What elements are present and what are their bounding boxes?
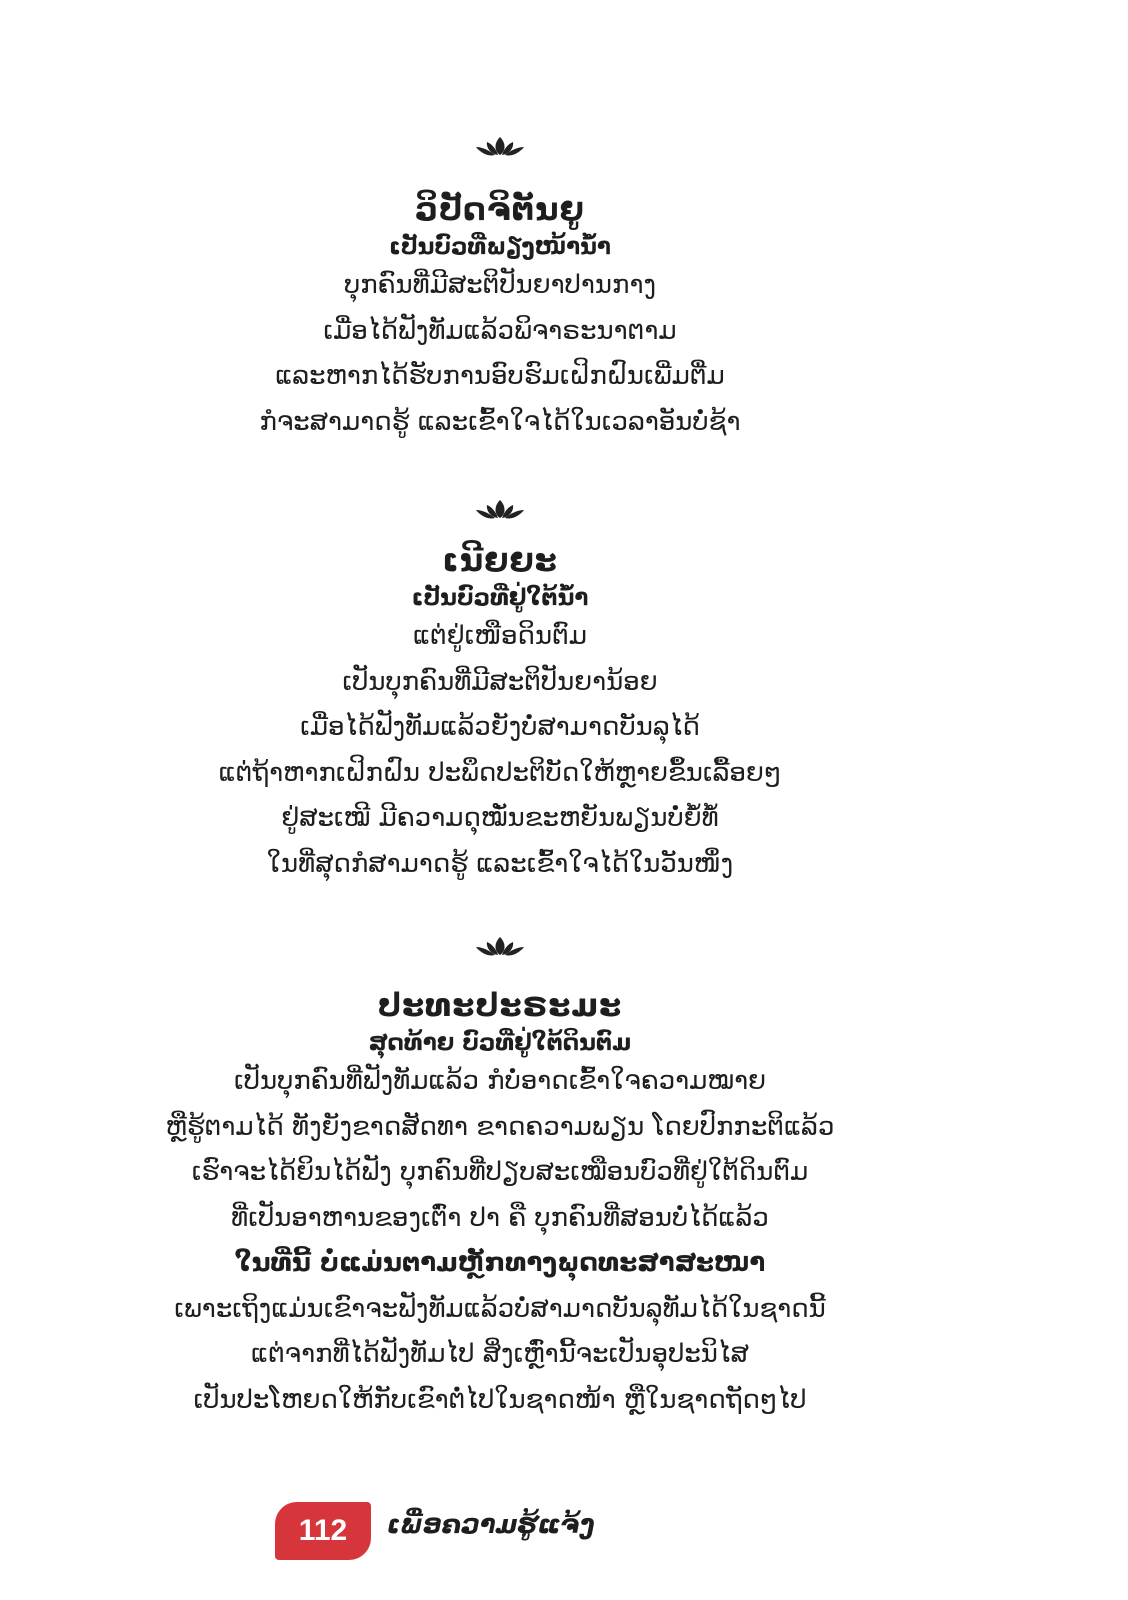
text-line: ເພາະເຖິງແມ່ນເຂົາຈະຟັງທັມແລ້ວບໍ່ສາມາດບັນລຸທັມໄດ້ໃນຊາດນີ້ — [174, 1293, 826, 1324]
text-line: ແລະຫາກໄດ້ຮັບການອົບຮົມເຝິກຝົນເພີ່ມຕື່ມ — [275, 361, 725, 391]
section-subtitle: ເປັນບົວທີ່ຢູ່ໃຕ້ນ້ຳ — [411, 585, 589, 611]
text-line: ບຸກຄົນທີ່ມີສະຕິປັນຍາປານກາງ — [343, 270, 657, 300]
page-number-badge: 112 — [275, 1502, 371, 1560]
page-footer — [275, 1502, 695, 1560]
section-padaparama — [0, 935, 1000, 1423]
section-neyya — [0, 498, 1000, 887]
text-line: ຢູ່ສະເໝີ ມີຄວາມດຸໝັ່ນຂະຫຍັນພຽນບໍ່ຍໍ້ທໍ້ — [281, 803, 719, 833]
lotus-ornament-icon — [474, 135, 526, 157]
text-line: ກໍຈະສາມາດຮູ້ ແລະເຂົ້າໃຈໄດ້ໃນເວລາອັນບໍ່ຊ້າ — [259, 406, 741, 437]
text-line: ແຕ່ຈາກທີ່ໄດ້ຟັງທັມໄປ ສິ່ງເຫຼົ່ານີ້ຈະເປັນອຸປະນິໄສ — [251, 1339, 749, 1369]
lotus-ornament-icon — [474, 935, 526, 957]
section-vipacitannu — [0, 135, 1000, 445]
text-line: ເປັນປະໂຫຍດໃຫ້ກັບເຂົາຕໍ່ໄປໃນຊາດໜ້າ ຫຼືໃນຊາດຖັດໆໄປ — [193, 1384, 807, 1415]
text-line: ຫຼືຮູ້ຕາມໄດ້ ທັງຍັງຂາດສັດທາ ຂາດຄວາມພຽນ ໂດຍປົກກະຕິແລ້ວ — [165, 1111, 835, 1142]
section-title: ເນີຍຍະ — [442, 541, 558, 579]
section-title: ວິປັດຈິຕັນຍູ — [415, 190, 585, 228]
section-title: ປະທະປະຣະມະ — [377, 986, 623, 1024]
text-line: ໃນທີ່ນີ້ ບໍ່ແມ່ນຕາມຫຼັກທາງພຸດທະສາສະໜາ — [234, 1248, 766, 1278]
text-line: ເຮົາຈະໄດ້ຍິນໄດ້ຟັງ ບຸກຄົນທີ່ປຽບສະເໝືອນບົວທີ່ຢູ່ໃຕ້ດິນຕົມ — [191, 1157, 809, 1187]
section-subtitle: ເປັນບົວທີ່ພຽງໜ້ານ້ຳ — [389, 234, 611, 260]
text-line: ເມື່ອໄດ້ຟັງທັມແລ້ວຍັງບໍ່ສາມາດບັນລຸໄດ້ — [300, 712, 700, 742]
lotus-ornament-icon — [474, 498, 526, 520]
section-subtitle: ສຸດທ້າຍ ບົວທີ່ຢູ່ໃຕ້ດິນຕົມ — [368, 1030, 632, 1056]
text-line: ເມື່ອໄດ້ຟັງທັມແລ້ວພິຈາຣະນາຕາມ — [323, 315, 677, 346]
text-line: ແຕ່ຖ້າຫາກເຝິກຝົນ ປະພຶດປະຕິບັດໃຫ້ຫຼາຍຂຶ້ນເລື້ອຍໆ — [218, 757, 782, 788]
text-line: ທີ່ເປັນອາຫານຂອງເຕົ່າ ປາ ຄື ບຸກຄົນທີ່ສອນບໍ່ໄດ້ແລ້ວ — [231, 1202, 769, 1233]
text-line: ໃນທີ່ສຸດກໍສາມາດຮູ້ ແລະເຂົ້າໃຈໄດ້ໃນວັນໜຶ່ງ — [266, 848, 734, 879]
text-line: ແຕ່ຢູ່ເໜືອດິນຕົມ — [412, 621, 588, 651]
text-line: ເປັນບຸກຄົນທີ່ມີສະຕິປັນຍານ້ອຍ — [342, 666, 658, 697]
text-line: ເປັນບຸກຄົນທີ່ຟັງທັມແລ້ວ ກໍບໍ່ອາດເຂົ້າໃຈຄວາມໝາຍ — [233, 1066, 767, 1096]
book-title: ເພື່ອຄວາມຮູ້ແຈ້ງ — [387, 1510, 595, 1540]
